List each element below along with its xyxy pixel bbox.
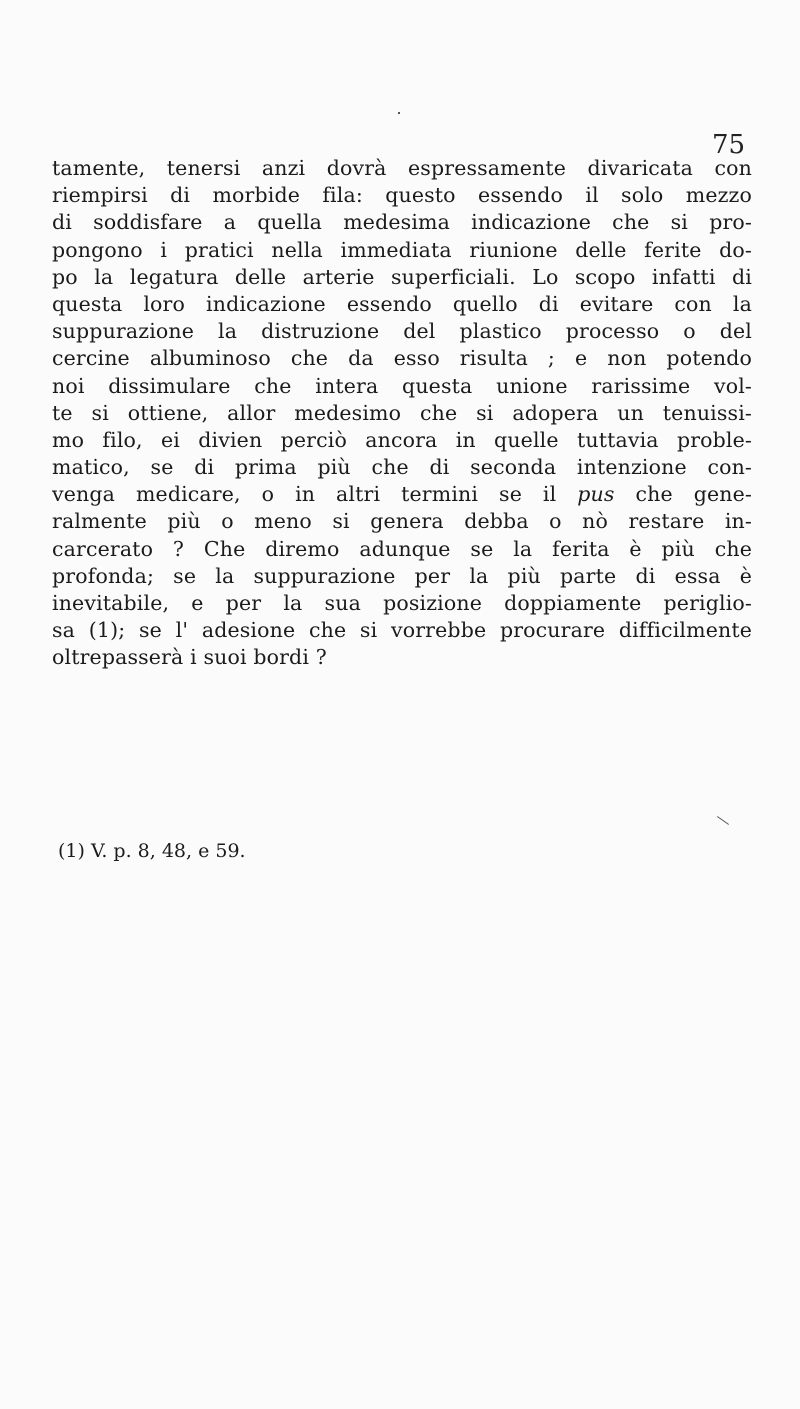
text-line — [52, 481, 752, 508]
text-line: inevitabile, e per la sua posizione doppiamente periglio- — [52, 591, 752, 615]
text-line: questa loro indicazione essendo quello di evitare con la — [52, 291, 752, 316]
text-segment: che gene- — [635, 482, 752, 507]
text-segment: venga medicare, o in altri termini se il — [52, 482, 557, 507]
text-line: riempirsi di morbide fila: questo essendo il solo mezzo — [52, 183, 752, 208]
scan-speck — [398, 112, 400, 114]
text-line: oltrepasserà i suoi bordi ? — [52, 645, 327, 670]
page-number: 75 — [712, 130, 746, 160]
body-text — [52, 155, 752, 672]
scan-speck — [717, 816, 729, 825]
italic-word: pus — [577, 482, 615, 507]
text-line: suppurazione la distruzione del plastico processo o del — [52, 319, 752, 344]
text-line: carcerato ? Che diremo adunque se la ferita è più che — [52, 536, 752, 561]
text-line: pongono i pratici nella immediata riunione delle ferite do- — [52, 237, 752, 262]
text-line: po la legatura delle arterie superficiali. Lo scopo infatti di — [52, 264, 752, 289]
text-line: mo filo, ei divien perciò ancora in quelle tuttavia proble- — [52, 427, 752, 452]
text-line: te si ottiene, allor medesimo che si adopera un tenuissi- — [52, 400, 752, 425]
footnote: (1) V. p. 8, 48, e 59. — [58, 840, 246, 862]
text-line: tamente, tenersi anzi dovrà espressamente divaricata con — [52, 156, 752, 180]
text-line: profonda; se la suppurazione per la più parte di essa è — [52, 563, 752, 588]
text-line: noi dissimulare che intera questa unione rarissime vol- — [52, 373, 752, 398]
text-line: di soddisfare a quella medesima indicazione che si pro- — [52, 210, 752, 235]
text-line: sa (1); se l' adesione che si vorrebbe procurare difficilmente — [52, 618, 752, 643]
text-line: matico, se di prima più che di seconda intenzione con- — [52, 455, 752, 480]
text-line: ralmente più o meno si genera debba o nò restare in- — [52, 509, 752, 534]
text-line: cercine albuminoso che da esso risulta ; e non potendo — [52, 346, 752, 371]
